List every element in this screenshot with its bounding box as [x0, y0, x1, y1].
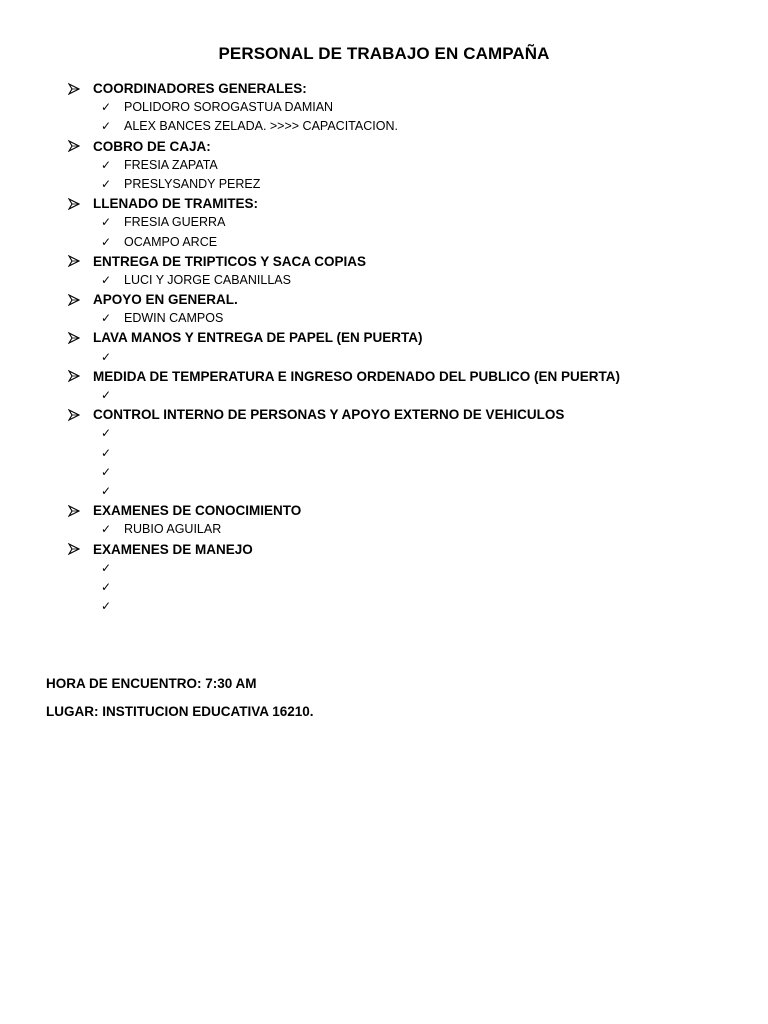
section-heading	[68, 79, 728, 98]
list-item	[68, 233, 728, 252]
checkmark-icon: ✓	[101, 483, 112, 498]
list-item	[68, 271, 728, 290]
list-item-text: OCAMPO ARCE	[124, 234, 218, 249]
checkmark-icon: ✓	[101, 426, 112, 441]
list-item-text: RUBIO AGUILAR	[124, 522, 222, 537]
arrowhead-bullet-icon	[68, 294, 93, 306]
list-item	[68, 156, 728, 175]
checkmark-icon: ✓	[101, 234, 112, 249]
section-heading	[68, 194, 728, 213]
section-label: LLENADO DE TRAMITES:	[93, 196, 258, 212]
list-item-text: EDWIN CAMPOS	[124, 311, 224, 326]
arrowhead-bullet-icon	[68, 255, 93, 267]
arrowhead-bullet-icon	[68, 140, 93, 152]
list-item	[68, 117, 728, 136]
meeting-location: LUGAR: INSTITUCION EDUCATIVA 16210.	[46, 704, 314, 719]
list-item	[68, 309, 728, 328]
checkmark-icon: ✓	[101, 176, 112, 191]
checkmark-icon: ✓	[101, 388, 112, 402]
checkmark-icon: ✓	[101, 100, 112, 115]
list-item-text: PRESLYSANDY PEREZ	[124, 176, 261, 191]
list-item	[68, 520, 728, 539]
list-item	[68, 463, 728, 482]
section-heading	[68, 367, 728, 386]
list-item	[68, 424, 728, 443]
arrowhead-bullet-icon	[68, 409, 93, 421]
list-item	[68, 578, 728, 597]
checkmark-icon: ✓	[101, 157, 112, 172]
checkmark-icon: ✓	[101, 215, 112, 230]
section-label: COBRO DE CAJA:	[93, 138, 211, 154]
list-item	[68, 559, 728, 578]
meeting-time: HORA DE ENCUENTRO: 7:30 AM	[46, 676, 257, 691]
page-title: PERSONAL DE TRABAJO EN CAMPAÑA	[218, 44, 550, 63]
list-item	[68, 386, 728, 405]
arrowhead-bullet-icon	[68, 198, 93, 210]
list-item-text: POLIDORO SOROGASTUA DAMIAN	[124, 100, 334, 115]
checkmark-icon: ✓	[101, 311, 112, 326]
section-label: APOYO EN GENERAL.	[93, 292, 238, 308]
checkmark-icon: ✓	[101, 445, 112, 460]
list-item	[68, 444, 728, 463]
section-heading	[68, 290, 728, 309]
section-label: COORDINADORES GENERALES:	[93, 81, 307, 96]
arrowhead-bullet-icon	[68, 505, 93, 517]
arrowhead-bullet-icon	[68, 370, 93, 382]
list-item-text: FRESIA ZAPATA	[124, 157, 218, 172]
list-item-text: ALEX BANCES ZELADA. >>>> CAPACITACION.	[124, 119, 398, 134]
section-heading	[68, 405, 728, 424]
section-label: CONTROL INTERNO DE PERSONAS Y APOYO EXTERNO DE VEHICULOS	[93, 407, 565, 423]
checkmark-icon: ✓	[101, 464, 112, 479]
list-item	[68, 98, 728, 117]
section-label: MEDIDA DE TEMPERATURA E INGRESO ORDENADO DEL PUBLICO (EN PUERTA)	[93, 368, 621, 384]
section-list	[68, 79, 728, 616]
section-label: EXAMENES DE CONOCIMIENTO	[93, 503, 302, 519]
list-item	[68, 213, 728, 232]
list-item-text: LUCI Y JORGE CABANILLAS	[124, 272, 291, 287]
section-heading	[68, 328, 728, 347]
list-item-text: FRESIA GUERRA	[124, 215, 226, 230]
list-item	[68, 597, 728, 616]
checkmark-icon: ✓	[101, 119, 112, 134]
list-item	[68, 482, 728, 501]
section-label: ENTREGA DE TRIPTICOS Y SACA COPIAS	[93, 253, 367, 269]
arrowhead-bullet-icon	[68, 543, 93, 555]
checkmark-icon: ✓	[101, 599, 112, 614]
section-heading	[68, 137, 728, 156]
checkmark-icon: ✓	[101, 522, 112, 537]
section-heading	[68, 540, 728, 559]
section-label: EXAMENES DE MANEJO	[93, 541, 253, 557]
checkmark-icon: ✓	[101, 272, 112, 287]
arrowhead-bullet-icon	[68, 332, 93, 344]
section-label: LAVA MANOS Y ENTREGA DE PAPEL (EN PUERTA)	[93, 330, 423, 346]
checkmark-icon: ✓	[101, 349, 112, 364]
checkmark-icon: ✓	[101, 560, 112, 575]
section-heading	[68, 252, 728, 271]
section-heading	[68, 501, 728, 520]
arrowhead-bullet-icon	[68, 83, 93, 95]
list-item	[68, 175, 728, 194]
checkmark-icon: ✓	[101, 579, 112, 594]
list-item	[68, 348, 728, 367]
